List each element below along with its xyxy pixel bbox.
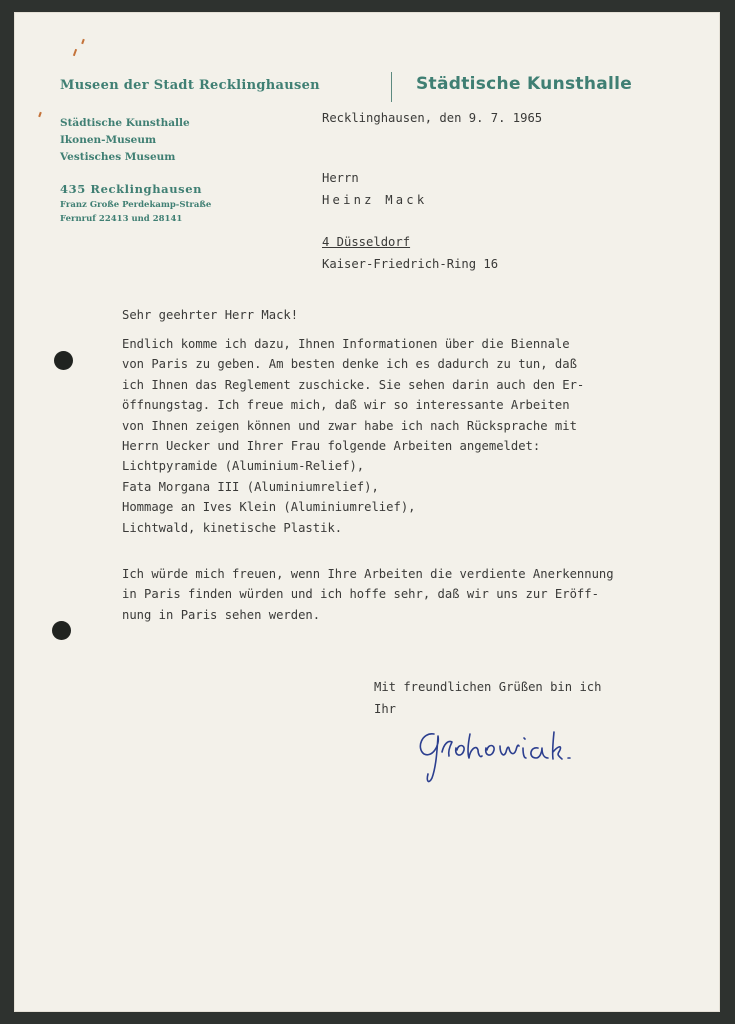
recipient-title: Herrn [322, 171, 359, 185]
handwritten-signature [412, 712, 627, 792]
letterhead-postal-city: 435 Recklinghausen [60, 182, 203, 196]
letterhead-institution: Städtische Kunsthalle [60, 117, 190, 129]
paper-mark [38, 112, 42, 117]
recipient-street: Kaiser-Friedrich-Ring 16 [322, 257, 499, 271]
punch-hole [52, 621, 71, 640]
letterhead-divider [391, 72, 392, 102]
date-line: Recklinghausen, den 9. 7. 1965 [322, 111, 543, 125]
closing: Mit freundlichen Grüßen bin ich Ihr [374, 680, 602, 716]
letter-page [14, 12, 720, 1012]
punch-hole [54, 351, 73, 370]
paper-mark [73, 49, 77, 56]
letterhead-street: Franz Große Perdekamp-Straße [60, 200, 212, 210]
letterhead-institution: Ikonen-Museum [60, 134, 157, 146]
letterhead-museums-city: Museen der Stadt Recklinghausen [60, 78, 320, 93]
recipient-name: Heinz Mack [322, 193, 428, 207]
salutation: Sehr geehrter Herr Mack! [122, 308, 299, 322]
letterhead-phone: Fernruf 22413 und 28141 [60, 214, 183, 224]
paper-mark [81, 39, 85, 44]
recipient-city: 4 Düsseldorf [322, 235, 411, 249]
letterhead-institution: Vestisches Museum [60, 151, 176, 163]
body-paragraph-2: Ich würde mich freuen, wenn Ihre Arbeiten die verdiente Anerkennung in Paris finden würden und ich hoffe sehr, daß wir uns zur Eröff- nung in Paris sehen werden. [122, 567, 614, 622]
letterhead-kunsthalle: Städtische Kunsthalle [416, 74, 633, 94]
body-paragraph-1: Endlich komme ich dazu, Ihnen Informationen über die Biennale von Paris zu geben. Am besten denke ich es dadurch zu tun, daß ich Ihnen das Reglement zuschicke. Sie sehen darin auch den Er- öffnungstag. Ich freue mich, daß wir so interessante Arbeiten von Ihnen zeigen können und zwar habe ich nach Rücksprache mit Herrn Uecker und Ihrer Frau folgende Arbeiten angemeldet: Lichtpyramide (Aluminium-Relief), Fata Morgana III (Aluminiumrelief), Hommage an Ives Klein (Aluminiumrelief), Lichtwald, kinetische Plastik. [122, 337, 585, 535]
